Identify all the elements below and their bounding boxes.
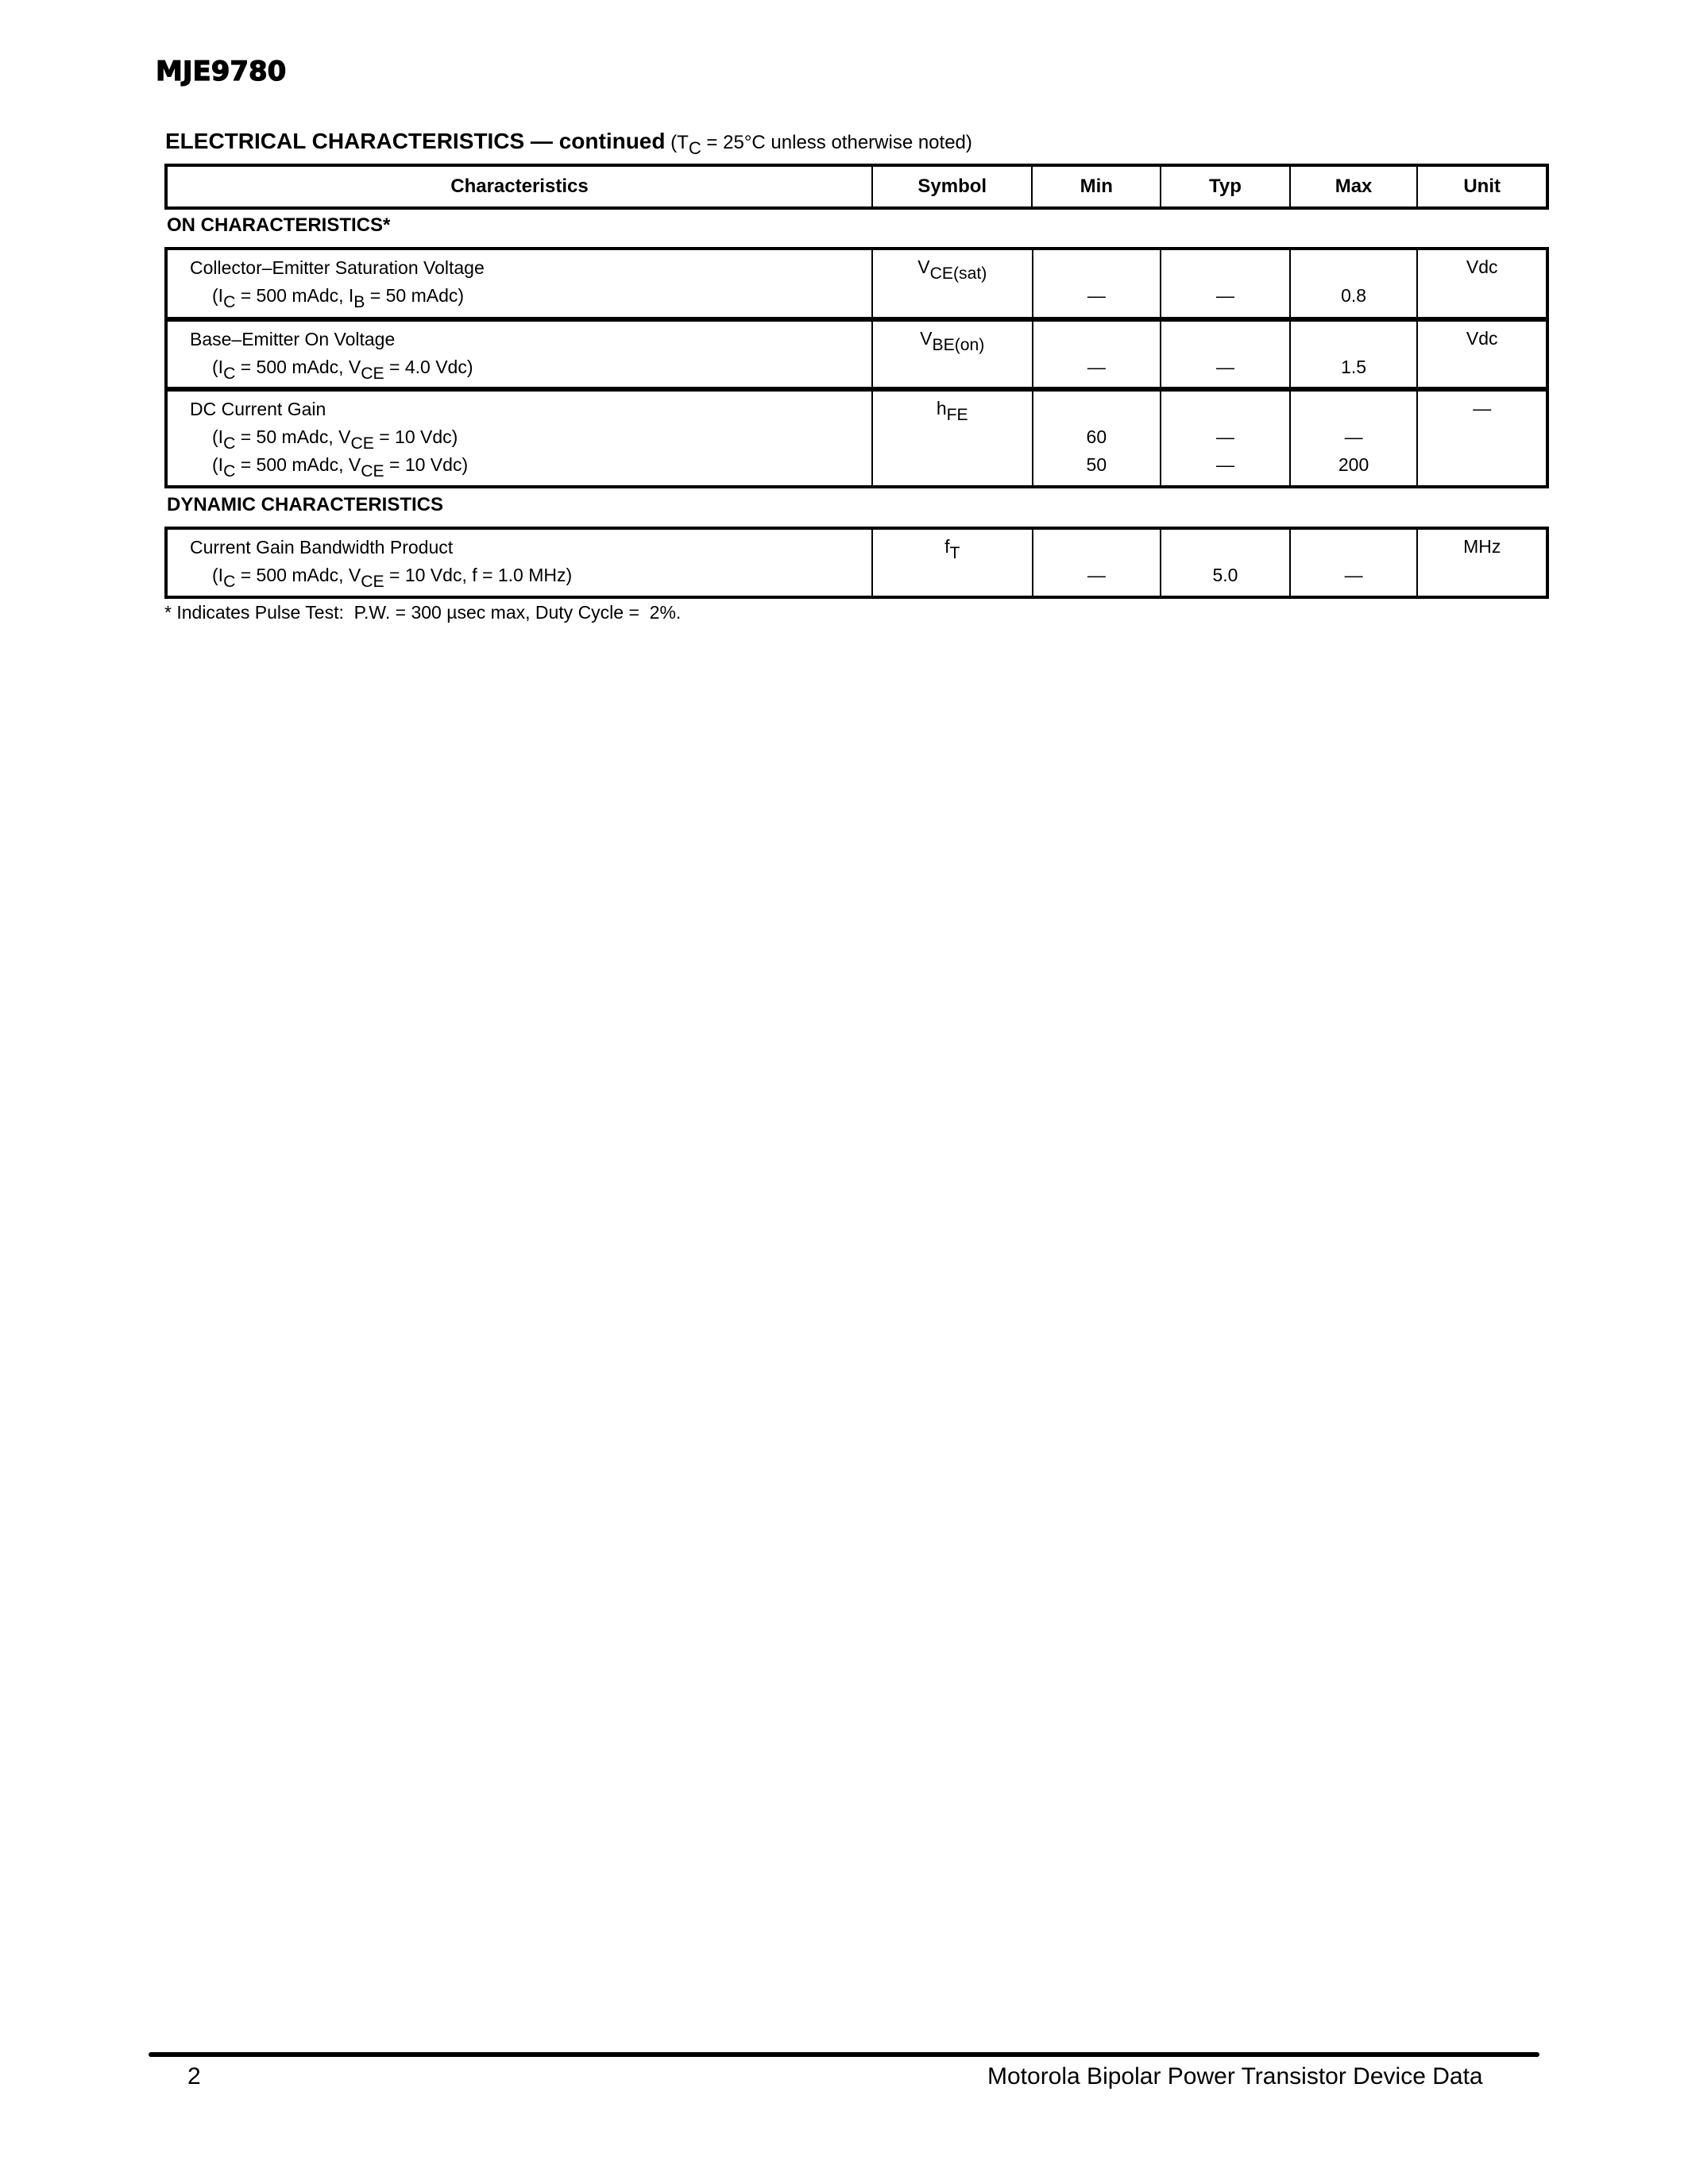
test-condition: ($I_C = 500$ mAdc, $V_{CE} = 10$ Vdc, f = 1.0 MHz) <box>212 565 573 591</box>
condition-sub: C <box>688 138 701 159</box>
table-row <box>164 247 1549 320</box>
max-value: 0.8 <box>1289 250 1417 317</box>
characteristic-cell <box>168 322 871 387</box>
footer-divider <box>149 2052 1539 2057</box>
test-condition <box>665 132 972 159</box>
section-heading <box>165 129 972 159</box>
condition-suffix: = 25°C unless otherwise noted) <box>701 132 972 153</box>
col-unit: Unit <box>1416 167 1546 206</box>
min-values: 60 50 <box>1032 392 1161 485</box>
typ-values: — — <box>1160 392 1289 485</box>
typ-value: — <box>1160 322 1289 387</box>
col-symbol: Symbol <box>871 167 1032 206</box>
page-number: 2 <box>187 2063 201 2089</box>
col-max: Max <box>1289 167 1417 206</box>
characteristic-cell <box>168 530 871 596</box>
part-number-title: MJE9780 <box>156 56 287 87</box>
col-typ: Typ <box>1160 167 1289 206</box>
unit-value: — <box>1416 392 1546 485</box>
col-characteristics: Characteristics <box>450 176 589 197</box>
group-label-dynamic: DYNAMIC CHARACTERISTICS <box>167 494 443 515</box>
table-row <box>164 388 1549 488</box>
test-condition: ($I_C = 50$ mAdc, $V_{CE} = 10$ Vdc) <box>212 426 458 453</box>
symbol-cell: $V_{BE(on)}$ <box>871 322 1032 387</box>
characteristic-name: DC Current Gain <box>190 399 326 419</box>
test-condition: ($I_C = 500$ mAdc, $V_{CE} = 4.0$ Vdc) <box>212 357 473 383</box>
publication-title: Motorola Bipolar Power Transistor Device Data <box>987 2063 1483 2089</box>
table-row <box>164 527 1549 599</box>
characteristic-name: Current Gain Bandwidth Product <box>190 537 454 558</box>
min-value: — <box>1032 322 1161 387</box>
min-value: — <box>1032 250 1161 317</box>
typ-value: — <box>1160 250 1289 317</box>
test-condition: ($I_C = 500$ mAdc, $V_{CE} = 10$ Vdc) <box>212 454 469 480</box>
max-values: — 200 <box>1289 392 1417 485</box>
test-condition: ($I_C = 500$ mAdc, $I_B = 50$ mAdc) <box>212 285 465 311</box>
characteristic-cell <box>168 250 871 317</box>
symbol-cell: $f_T$ <box>871 530 1032 596</box>
min-value: — <box>1032 530 1161 596</box>
symbol-cell: $V_{CE(sat)}$ <box>871 250 1032 317</box>
group-label-on: ON CHARACTERISTICS* <box>167 214 391 236</box>
characteristic-name: Collector–Emitter Saturation Voltage <box>190 257 485 278</box>
unit-value: Vdc <box>1416 250 1546 317</box>
characteristic-name: Base–Emitter On Voltage <box>190 329 396 349</box>
typ-value: 5.0 <box>1160 530 1289 596</box>
table-header <box>164 164 1549 210</box>
pulse-test-footnote: * Indicates Pulse Test: P.W. = 300 µsec max, Duty Cycle = 2%. <box>164 602 682 623</box>
unit-value: Vdc <box>1416 322 1546 387</box>
col-min: Min <box>1031 167 1160 206</box>
symbol-cell: $h_{FE}$ <box>871 392 1032 485</box>
max-value: — <box>1289 530 1417 596</box>
section-title: ELECTRICAL CHARACTERISTICS — continued <box>165 129 666 153</box>
condition-prefix: (T <box>665 132 689 153</box>
max-value: 1.5 <box>1289 322 1417 387</box>
characteristic-cell <box>168 392 871 485</box>
unit-value: MHz <box>1416 530 1546 596</box>
table-row <box>164 318 1549 390</box>
